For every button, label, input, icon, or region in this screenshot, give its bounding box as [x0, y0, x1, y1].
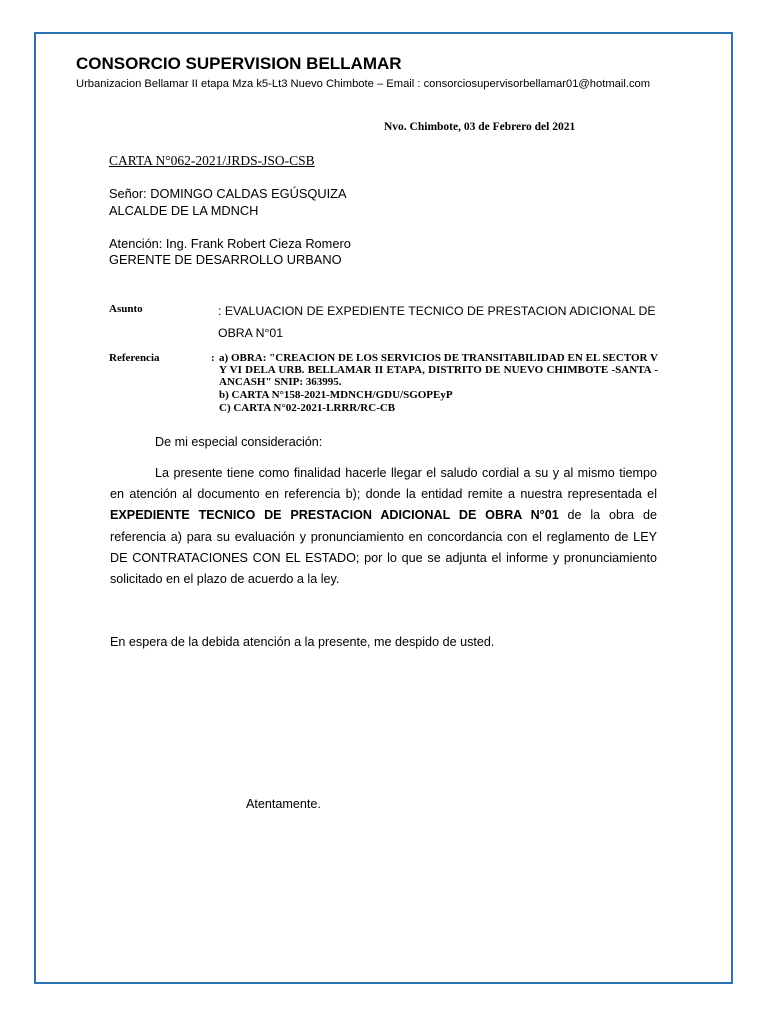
reference-item-c: C) CARTA N°02-2021-LRRR/RC-CB — [219, 402, 396, 414]
reference-label: Referencia — [109, 352, 160, 364]
closing-line: En espera de la debida atención a la presente, me despido de usted. — [110, 635, 495, 649]
reference-item-b: b) CARTA N°158-2021-MDNCH/GDU/SGOPEyP — [219, 389, 453, 401]
body-paragraph — [110, 463, 657, 590]
body-text-2: de la obra de referencia a) para su evaluación y pronunciamiento en concordancia con el reglamento de LEY DE CONTRATACIONES CON EL ESTADO; por lo que se adjunta el informe y pronunciamiento solicitado en el plazo de acuerdo a la ley. — [110, 508, 657, 587]
recipient-title: ALCALDE DE LA MDNCH — [109, 203, 259, 218]
subject-label: Asunto — [109, 303, 143, 315]
letter-reference-number: CARTA N°062-2021/JRDS-JSO-CSB — [109, 153, 315, 168]
letter-date: Nvo. Chimbote, 03 de Febrero del 2021 — [384, 121, 576, 133]
attention-name: Atención: Ing. Frank Robert Cieza Romero — [109, 236, 351, 251]
greeting: De mi especial consideración: — [155, 435, 323, 449]
attention-title: GERENTE DE DESARROLLO URBANO — [109, 252, 342, 267]
recipient-name: Señor: DOMINGO CALDAS EGÚSQUIZA — [109, 186, 347, 201]
company-address: Urbanizacion Bellamar II etapa Mza k5-Lt3 Nuevo Chimbote – Email : consorciosupervisorbellamar01@hotmail.com — [76, 78, 651, 90]
reference-item-a: a) OBRA: "CREACION DE LOS SERVICIOS DE TRANSITABILIDAD EN EL SECTOR V Y VI DELA URB. BELLAMAR II ETAPA, DISTRITO DE NUEVO CHIMBOTE -SANTA - ANCASH" SNIP: 363995. — [219, 352, 658, 388]
reference-colon: : — [211, 352, 215, 364]
body-text-1: La presente tiene como finalidad hacerle llegar el saludo cordial a su y al mismo tiempo en atención al documento en referencia b); donde la entidad remite a nuestra representada el — [110, 466, 657, 502]
company-name: CONSORCIO SUPERVISION BELLAMAR — [76, 54, 402, 73]
body-text-bold: EXPEDIENTE TECNICO DE PRESTACION ADICIONAL DE OBRA N°01 — [110, 508, 559, 523]
signoff: Atentamente. — [246, 797, 321, 811]
subject-text: : EVALUACION DE EXPEDIENTE TECNICO DE PRESTACION ADICIONAL DE OBRA N°01 — [218, 304, 656, 340]
